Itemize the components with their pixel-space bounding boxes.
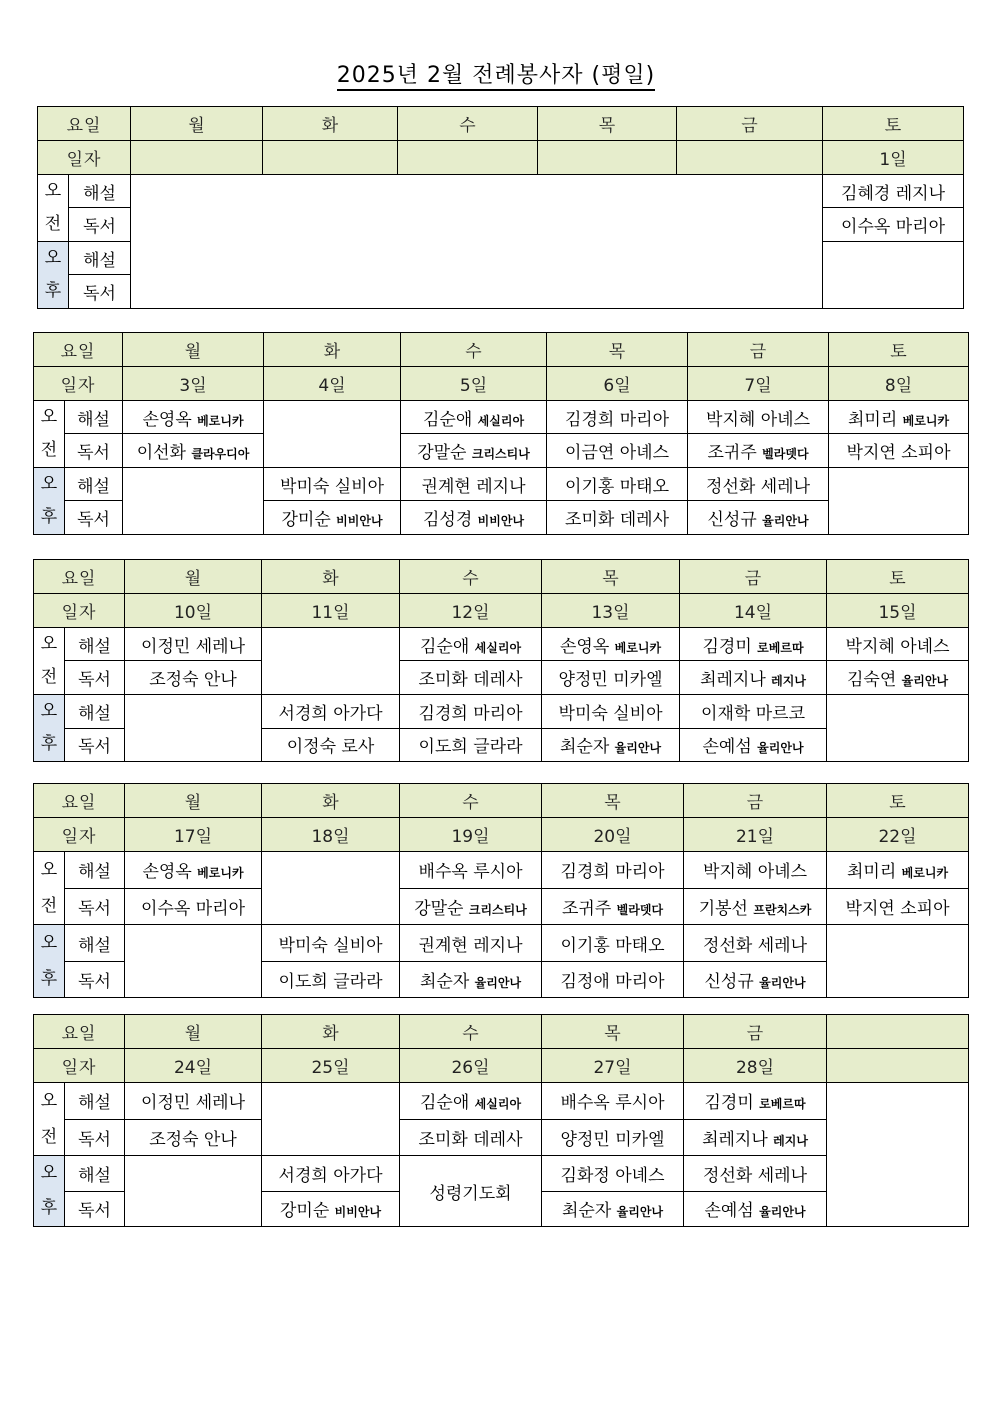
assignment-cell: 조귀주 벨라뎃다 [688, 434, 829, 468]
date-cell: 15일 [827, 594, 969, 628]
weekday-thu: 목 [542, 784, 684, 818]
role-reading: 독서 [65, 501, 123, 535]
date-label: 일자 [34, 594, 125, 628]
weekday-tue: 화 [262, 784, 400, 818]
weekday-label: 요일 [34, 784, 125, 818]
event-cell: 성령기도회 [400, 1156, 542, 1227]
date-cell [827, 1049, 969, 1083]
assignment-cell: 이재학 마르코 [680, 695, 827, 729]
date-cell: 10일 [125, 594, 262, 628]
date-cell: 6일 [547, 367, 688, 401]
assignment-cell: 최레지나 레지나 [680, 661, 827, 695]
assignment-cell: 양정민 미카엘 [542, 1119, 684, 1156]
assignment-cell: 이정민 세레나 [125, 1083, 262, 1120]
assignment-cell: 조귀주 벨라뎃다 [542, 888, 684, 925]
am-commentary-row [34, 401, 969, 434]
date-cell [263, 141, 398, 175]
role-reading: 독서 [65, 888, 125, 925]
empty-weekdays-block [131, 175, 823, 309]
am-commentary-row [38, 175, 964, 208]
assignment-cell: 김순애 세실리아 [400, 628, 542, 661]
date-cell: 7일 [688, 367, 829, 401]
am-commentary-row [34, 852, 969, 889]
role-commentary: 해설 [65, 695, 125, 729]
assignment-cell-empty [829, 468, 969, 535]
date-cell: 18일 [262, 818, 400, 852]
date-row [34, 1049, 969, 1083]
assignment-cell: 신성규 율리안나 [688, 501, 829, 535]
assignment-cell-empty [123, 468, 264, 535]
role-reading: 독서 [69, 208, 131, 242]
date-label: 일자 [34, 367, 123, 401]
assignment-cell: 김경미 로베르따 [684, 1083, 827, 1120]
assignment-cell-empty [827, 925, 969, 998]
assignment-cell: 김숙연 율리안나 [827, 661, 969, 695]
assignment-cell: 손영옥 베로니카 [542, 628, 680, 661]
assignment-cell: 박지연 소피아 [827, 888, 969, 925]
am-reading-row [34, 888, 969, 925]
page-title-text: 2025년 2월 전례봉사자 (평일) [337, 63, 655, 91]
pm-label: 오 후 [34, 468, 65, 535]
role-reading: 독서 [65, 962, 125, 998]
date-cell: 3일 [123, 367, 264, 401]
assignment-cell: 박미숙 실비아 [262, 925, 400, 962]
assignment-cell: 김경희 마리아 [542, 852, 684, 889]
assignment-cell: 서경희 아가다 [262, 1156, 400, 1192]
assignment-cell-empty [125, 1156, 262, 1227]
assignment-cell: 최레지나 레지나 [684, 1119, 827, 1156]
role-commentary: 해설 [65, 468, 123, 501]
assignment-cell: 최미리 베로니카 [827, 852, 969, 889]
date-cell: 5일 [401, 367, 547, 401]
pm-commentary-row [34, 468, 969, 501]
date-label: 일자 [34, 1049, 125, 1083]
weekday-mon: 월 [131, 107, 263, 141]
weekday-tue: 화 [262, 1015, 400, 1049]
assignment-cell: 이금연 아녜스 [547, 434, 688, 468]
assignment-cell: 박지혜 아녜스 [688, 401, 829, 434]
weekday-tue: 화 [263, 107, 398, 141]
weekday-mon: 월 [125, 1015, 262, 1049]
schedule-week-3 [33, 559, 969, 762]
assignment-cell: 손영옥 베로니카 [123, 401, 264, 434]
am-commentary-row [34, 1083, 969, 1120]
assignment-cell: 김순애 세실리아 [401, 401, 547, 434]
assignment-cell: 정선화 세레나 [684, 925, 827, 962]
assignment-cell: 김정애 마리아 [542, 962, 684, 998]
assignment-cell: 박미숙 실비아 [542, 695, 680, 729]
date-cell: 22일 [827, 818, 969, 852]
date-row [34, 818, 969, 852]
assignment-cell: 손영옥 베로니카 [125, 852, 262, 889]
weekday-wed: 수 [398, 107, 538, 141]
assignment-cell: 조미화 데레사 [547, 501, 688, 535]
schedule-week-4 [33, 783, 969, 998]
date-cell: 8일 [829, 367, 969, 401]
date-cell [677, 141, 823, 175]
weekday-mon: 월 [125, 784, 262, 818]
assignment-cell: 이정민 세레나 [125, 628, 262, 661]
assignment-cell: 양정민 미카엘 [542, 661, 680, 695]
weekday-fri: 금 [688, 333, 829, 367]
assignment-cell: 이도희 글라라 [400, 728, 542, 762]
weekday-row [38, 107, 964, 141]
assignment-cell: 최순자 율리안나 [542, 728, 680, 762]
date-cell: 14일 [680, 594, 827, 628]
assignment-cell: 서경희 아가다 [262, 695, 400, 729]
weekday-fri: 금 [684, 1015, 827, 1049]
weekday-tue: 화 [264, 333, 401, 367]
date-cell: 1일 [823, 141, 964, 175]
assignment-cell: 이선화 클라우디아 [123, 434, 264, 468]
role-commentary: 해설 [65, 1083, 125, 1120]
weekday-mon: 월 [125, 560, 262, 594]
assignment-cell: 김화정 아녜스 [542, 1156, 684, 1192]
assignment-cell-empty [827, 695, 969, 762]
am-label: 오 전 [34, 401, 65, 468]
assignment-cell-empty [264, 401, 401, 468]
role-reading: 독서 [69, 275, 131, 309]
role-commentary: 해설 [65, 628, 125, 661]
date-label: 일자 [38, 141, 131, 175]
date-cell: 17일 [125, 818, 262, 852]
weekday-mon: 월 [123, 333, 264, 367]
page-title [0, 58, 992, 89]
role-commentary: 해설 [65, 1156, 125, 1192]
weekday-sat: 토 [823, 107, 964, 141]
role-commentary: 해설 [65, 925, 125, 962]
role-reading: 독서 [65, 661, 125, 695]
date-row [34, 594, 969, 628]
am-label: 오 전 [38, 175, 69, 242]
date-cell [538, 141, 677, 175]
assignment-cell: 이수옥 마리아 [823, 208, 964, 242]
assignment-cell: 이기홍 마태오 [547, 468, 688, 501]
am-label: 오 전 [34, 1083, 65, 1156]
assignment-cell-empty [823, 242, 964, 309]
date-cell: 25일 [262, 1049, 400, 1083]
assignment-cell: 김혜경 레지나 [823, 175, 964, 208]
date-cell: 4일 [264, 367, 401, 401]
schedule-week-5 [33, 1014, 969, 1227]
assignment-cell: 손예섬 율리안나 [680, 728, 827, 762]
date-cell: 11일 [262, 594, 400, 628]
date-cell [398, 141, 538, 175]
assignment-cell: 조정숙 안나 [125, 661, 262, 695]
weekday-tue: 화 [262, 560, 400, 594]
assignment-cell: 최순자 율리안나 [400, 962, 542, 998]
date-row [34, 367, 969, 401]
assignment-cell-empty [827, 1083, 969, 1227]
weekday-row [34, 333, 969, 367]
weekday-sat: 토 [829, 333, 969, 367]
assignment-cell: 강말순 크리스티나 [400, 888, 542, 925]
weekday-label: 요일 [34, 1015, 125, 1049]
assignment-cell: 박미숙 실비아 [264, 468, 401, 501]
weekday-wed: 수 [400, 1015, 542, 1049]
pm-label: 오 후 [38, 242, 69, 309]
assignment-cell-empty [125, 925, 262, 998]
assignment-cell: 최순자 율리안나 [542, 1191, 684, 1227]
role-commentary: 해설 [65, 401, 123, 434]
weekday-thu: 목 [538, 107, 677, 141]
date-row [38, 141, 964, 175]
assignment-cell: 기봉선 프란치스카 [684, 888, 827, 925]
assignment-cell: 이기홍 마태오 [542, 925, 684, 962]
assignment-cell: 권계현 레지나 [400, 925, 542, 962]
weekday-empty [827, 1015, 969, 1049]
assignment-cell: 이수옥 마리아 [125, 888, 262, 925]
am-commentary-row [34, 628, 969, 661]
weekday-fri: 금 [684, 784, 827, 818]
assignment-cell: 최미리 베로니카 [829, 401, 969, 434]
date-cell: 13일 [542, 594, 680, 628]
assignment-cell: 손예섬 율리안나 [684, 1191, 827, 1227]
role-commentary: 해설 [65, 852, 125, 889]
weekday-fri: 금 [680, 560, 827, 594]
assignment-cell: 이정숙 로사 [262, 728, 400, 762]
assignment-cell-empty [125, 695, 262, 762]
schedule-week-1 [37, 106, 964, 309]
date-cell [131, 141, 263, 175]
role-reading: 독서 [65, 1119, 125, 1156]
am-reading-row [34, 434, 969, 468]
role-reading: 독서 [65, 728, 125, 762]
weekday-thu: 목 [542, 560, 680, 594]
pm-label: 오 후 [34, 695, 65, 762]
assignment-cell: 정선화 세레나 [684, 1156, 827, 1192]
date-cell: 24일 [125, 1049, 262, 1083]
am-label: 오 전 [34, 628, 65, 695]
assignment-cell: 배수옥 루시아 [400, 852, 542, 889]
weekday-wed: 수 [401, 333, 547, 367]
weekday-fri: 금 [677, 107, 823, 141]
assignment-cell-empty [262, 1083, 400, 1156]
assignment-cell: 권계현 레지나 [401, 468, 547, 501]
assignment-cell-empty [262, 628, 400, 695]
assignment-cell: 강미순 비비안나 [262, 1191, 400, 1227]
weekday-wed: 수 [400, 560, 542, 594]
assignment-cell: 김경희 마리아 [400, 695, 542, 729]
date-cell: 21일 [684, 818, 827, 852]
schedule-week-2 [33, 332, 969, 535]
date-cell: 20일 [542, 818, 684, 852]
weekday-row [34, 784, 969, 818]
assignment-cell: 조미화 데레사 [400, 661, 542, 695]
assignment-cell: 김순애 세실리아 [400, 1083, 542, 1120]
weekday-row [34, 560, 969, 594]
date-cell: 26일 [400, 1049, 542, 1083]
weekday-thu: 목 [547, 333, 688, 367]
pm-label: 오 후 [34, 925, 65, 998]
assignment-cell: 이도희 글라라 [262, 962, 400, 998]
assignment-cell: 강말순 크리스티나 [401, 434, 547, 468]
am-label: 오 전 [34, 852, 65, 925]
am-reading-row [34, 661, 969, 695]
assignment-cell: 김성경 비비안나 [401, 501, 547, 535]
assignment-cell: 김경미 로베르따 [680, 628, 827, 661]
weekday-sat: 토 [827, 784, 969, 818]
weekday-thu: 목 [542, 1015, 684, 1049]
assignment-cell-empty [262, 852, 400, 925]
assignment-cell: 신성규 율리안나 [684, 962, 827, 998]
assignment-cell: 조미화 데레사 [400, 1119, 542, 1156]
assignment-cell: 박지연 소피아 [829, 434, 969, 468]
pm-commentary-row [34, 695, 969, 729]
assignment-cell: 박지혜 아녜스 [827, 628, 969, 661]
role-reading: 독서 [65, 434, 123, 468]
weekday-sat: 토 [827, 560, 969, 594]
weekday-label: 요일 [34, 333, 123, 367]
weekday-label: 요일 [34, 560, 125, 594]
weekday-wed: 수 [400, 784, 542, 818]
date-cell: 28일 [684, 1049, 827, 1083]
date-cell: 12일 [400, 594, 542, 628]
weekday-label: 요일 [38, 107, 131, 141]
assignment-cell: 강미순 비비안나 [264, 501, 401, 535]
date-cell: 19일 [400, 818, 542, 852]
assignment-cell: 조정숙 안나 [125, 1119, 262, 1156]
assignment-cell: 배수옥 루시아 [542, 1083, 684, 1120]
date-label: 일자 [34, 818, 125, 852]
assignment-cell: 김경희 마리아 [547, 401, 688, 434]
weekday-row [34, 1015, 969, 1049]
pm-label: 오 후 [34, 1156, 65, 1227]
date-cell: 27일 [542, 1049, 684, 1083]
role-commentary: 해설 [69, 242, 131, 275]
role-reading: 독서 [65, 1191, 125, 1227]
role-commentary: 해설 [69, 175, 131, 208]
assignment-cell: 정선화 세레나 [688, 468, 829, 501]
pm-commentary-row [34, 925, 969, 962]
assignment-cell: 박지혜 아녜스 [684, 852, 827, 889]
